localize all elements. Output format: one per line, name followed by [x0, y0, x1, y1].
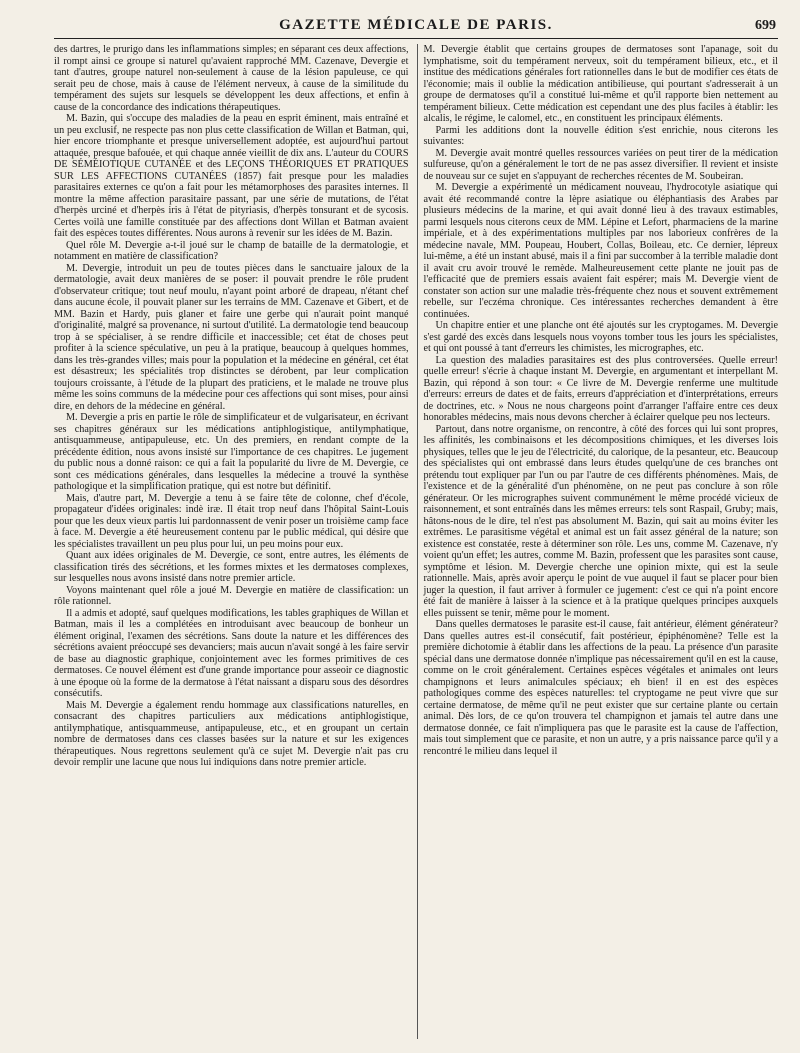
- paragraph: M. Devergie, introduit un peu de toutes pièces dans le sanctuaire jaloux de la dermatologie, avait deux manières de se poser: il pouvait prendre le rôle prudent d'observateur critique; tout neuf moulu, n'ayant point arboré de drapeau, n'étant chef dans aucune école, il pouvait planer sur les terrains de MM. Cazenave et Gibert, et de MM. Bazin et Hardy, puis glaner et faire une gerbe qui n'aurait point manqué d'originalité, malgré sa provenance, ni surtout d'utilité. La dermatologie tend beaucoup trop à se spécialiser, à se rendre difficile et inaccessible; cet état de choses peut profiter à la science spéculative, un peu à la pratique, beaucoup à quelques hommes, dans les très-grandes villes; mais pour la population et la médecine en général, cet état est désastreux; les spécialités trop distinctes se dérobent, par leur complication toujours croissante, à l'étude de la plupart des praticiens, et le malade ne trouve plus même les soins communs de la médecine pour ces affections qui sont mises, pour ainsi dire, en dehors de la médecine en général.: [54, 262, 409, 412]
- paragraph: M. Devergie a pris en partie le rôle de simplificateur et de vulgarisateur, en écrivant ses chapitres généraux sur les médications antiphlogistique, antilymphatique, antisquammeuse, antipapuleuse, etc. Un des premiers, en rendant compte de la précédente édition, nous avons insisté sur l'importance de ces chapitres. Le jugement du public nous a donné raison: ce qui a fait la popularité du livre de M. Devergie, ce sont ces médications générales, dans lesquelles la médecine a trouvé la synthèse pathologique et la simplification pratique, qui est notre but définitif.: [54, 412, 409, 492]
- paragraph: Un chapitre entier et une planche ont été ajoutés sur les cryptogames. M. Devergie s'est gardé des excès dans lesquels nous voyons tomber tous les jours les spécialistes, et qui ont poussé à tant d'erreurs les chimistes, les micrographes, etc.: [423, 320, 778, 354]
- page-number: 699: [755, 18, 776, 33]
- paragraph: Mais, d'autre part, M. Devergie a tenu à se faire tête de colonne, chef d'école, propagateur d'idées originales: indè iræ. Il était trop neuf dans l'hôpital Saint-Louis pour que les deux vieux partis lui pardonnassent de venir poser un troisième camp face à face. M. Devergie a été heureusement contenu par le public médical, qui désire que les spécialistes travaillent un peu plus pour lui, un peu moins pour eux.: [54, 492, 409, 550]
- right-column: [417, 44, 779, 1039]
- paragraph: Quel rôle M. Devergie a-t-il joué sur le champ de bataille de la dermatologie, et notamment en matière de classification?: [54, 239, 409, 262]
- paragraph: Quant aux idées originales de M. Devergie, ce sont, entre autres, les éléments de classification tirés des sécrétions, et les formes mixtes et les dermatoses complexes, sur lesquelles nous avons insisté dans notre premier article.: [54, 550, 409, 584]
- page-header: [54, 0, 778, 39]
- text-columns: [54, 44, 778, 1039]
- journal-title: GAZETTE MÉDICALE DE PARIS.: [279, 17, 553, 33]
- paragraph: Dans quelles dermatoses le parasite est-il cause, fait antérieur, élément générateur? Dans quelles autres est-il consécutif, fait postérieur, épiphénomène? Telle est la première dichotomie à établir dans les affections de la peau. La présence d'un parasite spécial dans une dermatose donnée n'implique pas nécessairement qu'il en est la cause, comme on le croit généralement. Certaines espèces végétales et animales ont leurs champignons et leurs animalcules spéciaux; eh bien! il en est des espèces pathologiques comme des espèces naturelles: tel cryptogame ne peut vivre que sur certaine dermatose, de même qu'il ne peut exister que sur certaine plante ou certain animal. Dès lors, de ce qu'on trouvera tel champignon et jamais tel autre dans une dermatose donnée, ce fait n'impliquera pas que le parasite est la cause de l'affection, mais tout simplement que ce parasite, et non un autre, y a pris naissance parce qu'il y a rencontré le milieu dans lequel il: [423, 619, 778, 757]
- paragraph: Mais M. Devergie a également rendu hommage aux classifications naturelles, en consacrant des chapitres particuliers aux médications antiphlogistique, antilymphatique, antisquammeuse, antipapuleuse, etc., et en groupant un certain nombre de dermatoses dans ces classes basées sur la nature et sur les exigences thérapeutiques. Nous regrettons seulement qu'à ce sujet M. Devergie n'ait pas cru devoir remplir une lacune que nous lui indiquions dans notre premier article.: [54, 699, 409, 768]
- paragraph: M. Devergie avait montré quelles ressources variées on peut tirer de la médication sulfureuse, qu'on a généralement le tort de ne pas assez diversifier. Il revient et insiste de nouveau sur ce sujet en s'appuyant de recherches récentes de M. Soubeiran.: [423, 147, 778, 182]
- paragraph: M. Bazin, qui s'occupe des maladies de la peau en esprit éminent, mais entraîné et un peu exclusif, ne respecte pas non plus cette classification de Willan et Batman, qui, hier encore triomphante et presque universellement adoptée, est aujourd'hui partout attaquée, presque bafouée, et qui chaque année vieillit de dix ans. L'auteur du COURS DE SÉMÉIOTIQUE CUTANÉE et des LEÇONS THÉORIQUES ET PRATIQUES SUR LES AFFECTIONS CUTANÉES (1857) fait presque pour les maladies parasitaires externes ce qu'on a fait pour les métamorphoses des parasites internes. Il montre la même affection parasitaire passant, par une série de mutations, de l'état d'herpès urciné et d'herpès iris à l'état de pityriasis, d'herpès tonsurant et de sycosis. Certes voilà une famille constituée par des affections dont Willan et Batman avaient fait des espèces toutes différentes. Nous aurons à revenir sur les idées de M. Bazin.: [54, 113, 409, 239]
- paragraph: des dartres, le prurigo dans les inflammations simples; en séparant ces deux affections, il rompt ainsi ce groupe si naturel qu'avaient rapproché MM. Cazenave, Devergie et tant d'autres, groupe naturel non-seulement à cause de la lésion papuleuse, ce qui serait peu de chose, mais à cause de l'élément nerveux, à cause de la similitude du tempérament des sujets sur lesquels se développent les deux affections, et enfin à cause de la concordance des indications thérapeutiques.: [54, 44, 409, 113]
- paragraph: M. Devergie établit que certains groupes de dermatoses sont l'apanage, soit du lymphatisme, soit du tempérament nerveux, soit du tempérament bilieux, etc., et il institue des médications générales fort rationnelles dans le but de modifier ces états de l'économie; mais il oublie la médication antibilieuse, qui pourtant s'adresserait à un groupe de dermatoses qu'il a constitué lui-même et qu'il rapporte bien nettement au tempérament bilieux. Cette médication est cependant une des plus faciles à établir: les alcalis, le régime, le calomel, etc., en constituent les principaux éléments.: [423, 44, 778, 124]
- paragraph: La question des maladies parasitaires est des plus controversées. Quelle erreur! quelle erreur! s'écrie à chaque instant M. Devergie, en argumentant et interpellant M. Bazin, qui répond à son tour: « Ce livre de M. Devergie renferme une multitude d'erreurs: erreurs de dates et de faits, erreurs d'appréciation et d'interprétations, erreurs de doctrines, etc. » Nous ne nous chargeons point d'arranger l'affaire entre ces deux honorables médecins, mais nous devons chercher à éclairer quelque peu nos lecteurs.: [423, 354, 778, 423]
- paragraph: Il a admis et adopté, sauf quelques modifications, les tables graphiques de Willan et Batman, mais il les a complétées en introduisant avec beaucoup de bonheur un élément original, l'examen des sécrétions. Sans doute la nature et les différences des sécrétions avaient préoccupé ses devanciers; mais aucun n'avait songé à les faire servir de base au diagnostic graphique, conjointement avec les formes primitives de ces dermatoses. Ce nouvel élément est d'une grande importance pour asseoir ce diagnostic à une époque où la forme de la dermatose à l'état naissant a disparu sous des désordres consécutifs.: [54, 607, 409, 699]
- paragraph: Partout, dans notre organisme, on rencontre, à côté des forces qui lui sont propres, les affinités, les combinaisons et les décompositions chimiques, et les diverses lois physiques, telles que le jeu de l'électricité, du calorique, de la pesanteur, etc. Beaucoup des spécialistes qui ont embrassé dans leurs études quelqu'une de ces branches ont prétendu tout expliquer par l'un ou par l'autre de ces différents phénomènes. Mais, de l'existence et de la généralité d'un phénomène, on ne peut pas conclure à son rôle générateur. Or les micrographes suivent communément le même procédé vicieux de raisonnement, et sont entraînés dans les mêmes erreurs: tels sont Raspail, Gruby; mais, hâtons-nous de le dire, tel n'est pas absolument M. Bazin, qui sait au moins éviter les extrêmes. Le parasitisme végétal et animal est un fait assez général de la nature; son existence est constatée, reste à déterminer son rôle. Les uns, comme M. Cazenave, n'y voient qu'un effet; les autres, comme M. Bazin, professent que les parasites sont cause, symptôme et lésion. M. Devergie cherche une opinion mixte, qui est la seule rationnelle. Mais, après avoir aperçu le point de vue auquel il faut se placer pour bien juger la question, il faut arriver à formuler ce jugement: c'est ce qui n'a point encore été fait de manière à laisser à la science et à la pratique quelques principes auxquels elles puissent se tenir, même pour le moment.: [423, 423, 778, 619]
- left-column: [54, 44, 409, 1039]
- paragraph: Parmi les additions dont la nouvelle édition s'est enrichie, nous citerons les suivantes:: [423, 124, 778, 147]
- paragraph: M. Devergie a expérimenté un médicament nouveau, l'hydrocotyle asiatique qui avait été recommandé contre la lèpre asiatique ou éléphantiasis des Arabes par plusieurs médecins de la marine, et qui avait donné lieu à des travaux estimables, parmi lesquels nous citerons ceux de MM. Lépine et Lefort, pharmaciens de la marine impériale, et à des expérimentations multiples par nos laborieux confrères de la médecine navale, MM. Poupeau, Houbert, Collas, Boileau, etc. Ce dernier, lépreux lui-même, a été un instant abusé, mais il a fini par succomber à la terrible maladie dont il avait cru avoir trouvé le remède. Malheureusement cette plante ne jouit pas de l'efficacité que de premiers essais avaient fait espérer; mais M. Devergie vient de constater son action sur une maladie très-fréquente chez nous et souvent extrêmement rebelle, sur l'eczéma chronique. Ces intéressantes recherches demandent à être continuées.: [423, 182, 778, 320]
- paragraph: Voyons maintenant quel rôle a joué M. Devergie en matière de classification: un rôle rationnel.: [54, 584, 409, 607]
